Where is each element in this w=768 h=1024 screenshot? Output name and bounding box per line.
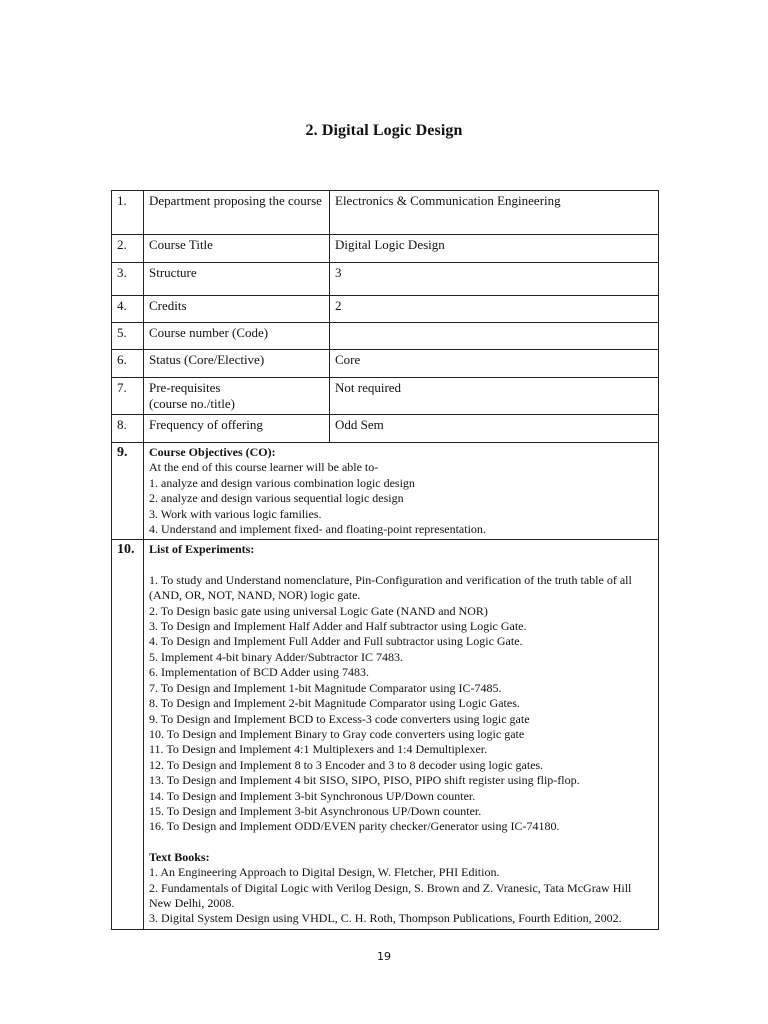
objectives-intro: At the end of this course learner will be able to- (149, 460, 379, 475)
textbook-item: 1. An Engineering Approach to Digital Design, W. Fletcher, PHI Edition. (149, 865, 500, 880)
row-value: Odd Sem (330, 415, 659, 443)
row-number: 8. (112, 415, 144, 443)
experiment-item: 14. To Design and Implement 3-bit Synchronous UP/Down counter. (149, 788, 476, 803)
experiments-cell (144, 540, 659, 929)
row-number: 5. (112, 323, 144, 350)
table-row (112, 296, 659, 323)
row-label: Frequency of offering (144, 415, 330, 443)
page-title: 2. Digital Logic Design (305, 122, 463, 139)
experiment-item: 5. Implement 4-bit binary Adder/Subtractor IC 7483. (149, 649, 403, 664)
row-number: 1. (112, 191, 144, 235)
row-value: 3 (330, 263, 659, 296)
row-label: Credits (144, 296, 330, 323)
row-number: 7. (112, 378, 144, 415)
experiment-item: 3. To Design and Implement Half Adder and Half subtractor using Logic Gate. (149, 619, 527, 634)
row-number: 3. (112, 263, 144, 296)
table-row (112, 263, 659, 296)
objective-item: 3. Work with various logic families. (149, 506, 322, 521)
experiment-item: 16. To Design and Implement ODD/EVEN parity checker/Generator using IC-74180. (149, 819, 560, 834)
experiment-item: 9. To Design and Implement BCD to Excess-3 code converters using logic gate (149, 711, 530, 726)
table-row (112, 378, 659, 415)
row-value: Not required (330, 378, 659, 415)
row-number: 4. (112, 296, 144, 323)
experiment-item: 8. To Design and Implement 2-bit Magnitude Comparator using Logic Gates. (149, 696, 520, 711)
experiment-item: 13. To Design and Implement 4 bit SISO, SIPO, PISO, PIPO shift register using flip-flop. (149, 773, 580, 788)
objective-item: 1. analyze and design various combination logic design (149, 475, 415, 490)
objectives-heading: Course Objectives (CO): (149, 445, 276, 459)
experiment-item: 7. To Design and Implement 1-bit Magnitude Comparator using IC-7485. (149, 680, 502, 695)
row-label: Structure (144, 263, 330, 296)
course-table (111, 190, 659, 930)
table-row (112, 235, 659, 263)
row-label: Department proposing the course (144, 191, 330, 235)
row-number: 2. (112, 235, 144, 263)
table-row (112, 323, 659, 350)
row-value: Core (330, 350, 659, 378)
objective-item: 4. Understand and implement fixed- and floating-point representation. (149, 522, 486, 537)
experiment-item: 4. To Design and Implement Full Adder and Full subtractor using Logic Gate. (149, 634, 523, 649)
row-label-line: Pre-requisites (149, 380, 221, 395)
table-row-objectives (112, 443, 659, 540)
row-label: Course number (Code) (144, 323, 330, 350)
row-number: 6. (112, 350, 144, 378)
table-row (112, 415, 659, 443)
table-row (112, 350, 659, 378)
row-number: 9. (112, 443, 144, 540)
row-value: Electronics & Communication Engineering (330, 191, 659, 235)
objectives-cell (144, 443, 659, 540)
table-row (112, 191, 659, 235)
experiment-item: 15. To Design and Implement 3-bit Asynchronous UP/Down counter. (149, 803, 482, 818)
row-number: 10. (112, 540, 144, 929)
objective-item: 2. analyze and design various sequential logic design (149, 491, 404, 506)
row-value: 2 (330, 296, 659, 323)
row-label-line: (course no./title) (149, 396, 235, 411)
experiment-item: 1. To study and Understand nomenclature, Pin-Configuration and verification of the truth table of all (AND, OR, NOT, NAND, NOR) logic gate. (149, 572, 632, 603)
row-value (330, 323, 659, 350)
experiment-item: 11. To Design and Implement 4:1 Multiplexers and 1:4 Demultiplexer. (149, 742, 488, 757)
experiment-item: 2. To Design basic gate using universal Logic Gate (NAND and NOR) (149, 603, 488, 618)
experiments-heading: List of Experiments: (149, 542, 255, 557)
row-label: Course Title (144, 235, 330, 263)
experiment-item: 10. To Design and Implement Binary to Gray code converters using logic gate (149, 726, 525, 741)
experiment-item: 12. To Design and Implement 8 to 3 Encoder and 3 to 8 decoder using logic gates. (149, 757, 544, 772)
textbook-item: 3. Digital System Design using VHDL, C. H. Roth, Thompson Publications, Fourth Edition, 2002. (149, 911, 622, 926)
row-value: Digital Logic Design (330, 235, 659, 263)
row-label (144, 378, 330, 415)
experiment-item: 6. Implementation of BCD Adder using 7483. (149, 665, 369, 680)
page-number: 19 (377, 950, 391, 963)
textbooks-heading: Text Books: (149, 849, 210, 864)
textbook-item: 2. Fundamentals of Digital Logic with Verilog Design, S. Brown and Z. Vranesic, Tata McGraw Hill New Delhi, 2008. (149, 880, 632, 910)
table-row-experiments (112, 540, 659, 929)
row-label: Status (Core/Elective) (144, 350, 330, 378)
